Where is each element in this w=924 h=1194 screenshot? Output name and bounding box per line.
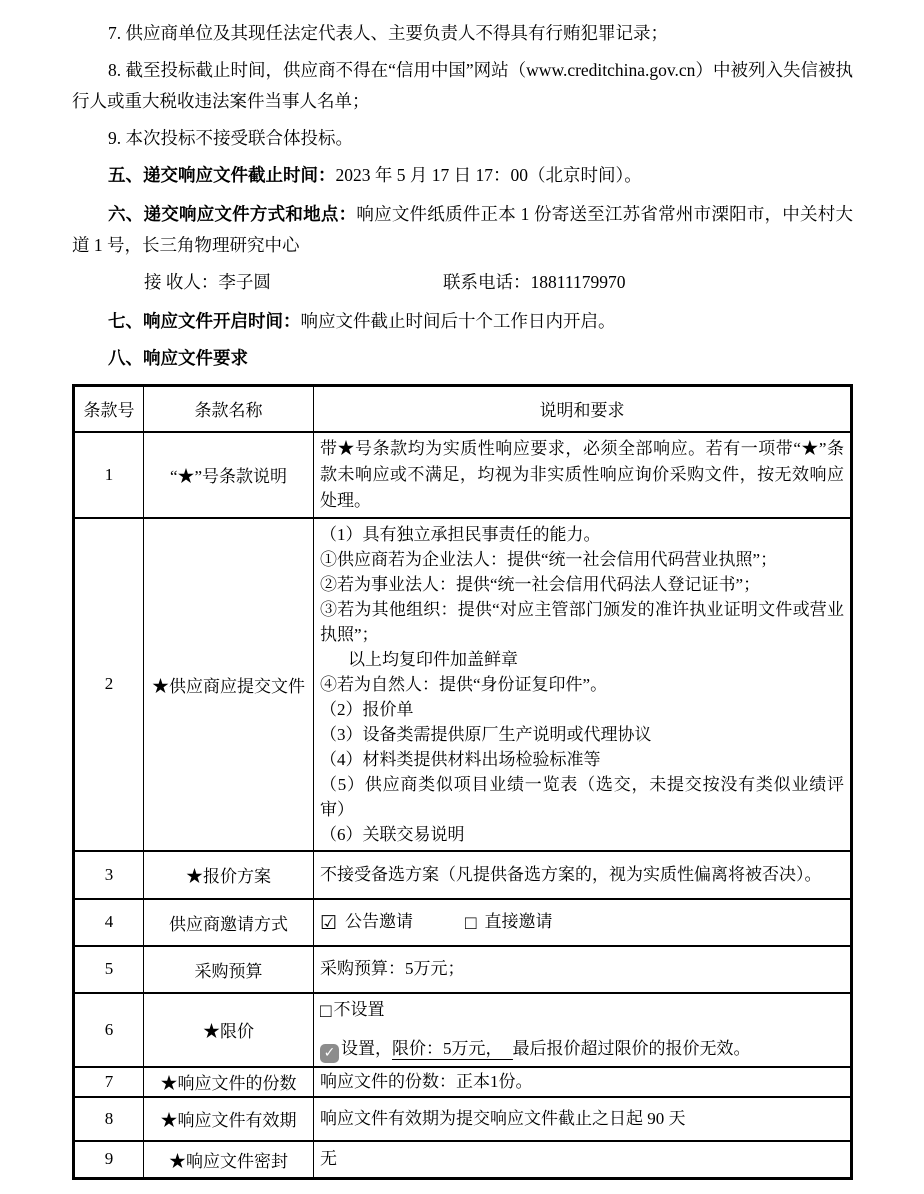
row-9-desc: 无: [314, 1141, 852, 1179]
row-6-name: ★限价: [144, 993, 314, 1067]
table-cell-line: （6）关联交易说明: [320, 824, 465, 844]
table-cell-line: （4）材料类提供材料出场检验标准等: [320, 749, 601, 769]
limit-unset-label: 不设置: [333, 999, 385, 1019]
row-5-name: 采购预算: [144, 946, 314, 993]
table-row-9: [74, 1141, 852, 1179]
header-description: 说明和要求: [314, 386, 852, 432]
header-clause-name: 条款名称: [144, 386, 314, 432]
row-4-no: 4: [74, 899, 144, 946]
table-row-1: [74, 432, 852, 518]
row-7-desc: 响应文件的份数：正本1份。: [314, 1067, 852, 1097]
clause-9: 9. 本次投标不接受联合体投标。: [108, 128, 353, 148]
row-5-desc: 采购预算：5万元；: [314, 946, 852, 993]
table-row-7: [74, 1067, 852, 1097]
row-9-no: 9: [74, 1141, 144, 1179]
row-5-no: 5: [74, 946, 144, 993]
requirements-table: [72, 384, 853, 1180]
contact-phone: 联系电话：18811179970: [443, 272, 626, 292]
row-1-desc: 带★号条款均为实质性响应要求，必须全部响应。若有一项带“★”条款未响应或不满足，均视为非实质性响应询价采购文件，按无效响应处理。: [314, 432, 852, 518]
unchecked-checkbox-icon[interactable]: □: [320, 1000, 332, 1022]
row-2-no: 2: [74, 518, 144, 851]
table-cell-line: ②若为事业法人：提供“统一社会信用代码法人登记证书”；: [320, 574, 761, 594]
section-5-text: 2023 年 5 月 17 日 17：00（北京时间）。: [335, 165, 642, 185]
row-9-name: ★响应文件密封: [144, 1141, 314, 1179]
table-cell-line: ③若为其他组织：提供“对应主管部门颁发的准许执业证明文件或营业执照”；: [320, 599, 844, 644]
section-5-heading: [72, 160, 853, 191]
row-8-no: 8: [74, 1097, 144, 1141]
unchecked-checkbox-icon[interactable]: □: [465, 913, 477, 934]
section-7-heading: [72, 306, 853, 337]
clause-7: 7. 供应商单位及其现任法定代表人、主要负责人不得具有行贿犯罪记录；: [108, 23, 668, 43]
section-7-label: 七、响应文件开启时间：: [108, 311, 301, 331]
section-8-heading: [72, 343, 853, 374]
row-1-no: 1: [74, 432, 144, 518]
row-3-desc: 不接受备选方案（凡提供备选方案的，视为实质性偏离将被否决）。: [314, 851, 852, 899]
table-cell-line: （3）设备类需提供原厂生产说明或代理协议: [320, 724, 652, 744]
row-7-name: ★响应文件的份数: [144, 1067, 314, 1097]
table-cell-line: ④若为自然人：提供“身份证复印件”。: [320, 674, 608, 694]
checked-checkbox-icon[interactable]: ✓: [320, 1044, 339, 1063]
row-1-name: “★”号条款说明: [144, 432, 314, 518]
row-4-desc: [314, 899, 852, 946]
row-7-no: 7: [74, 1067, 144, 1097]
header-clause-no: 条款号: [74, 386, 144, 432]
invite-option-announcement: 公告邀请: [345, 912, 414, 931]
section-6-label: 六、递交响应文件方式和地点：: [108, 204, 357, 224]
table-row-8: [74, 1097, 852, 1141]
contact-receiver: 接 收人：李子圆: [144, 272, 271, 292]
table-row-3: [74, 851, 852, 899]
section-8-label: 八、响应文件要求: [108, 348, 248, 368]
section-7-text: 响应文件截止时间后十个工作日内开启。: [300, 311, 616, 331]
limit-set-prefix: 设置，: [341, 1038, 392, 1058]
contact-line: [72, 267, 853, 298]
table-cell-line: 以上均复印件加盖鲜章: [348, 649, 518, 669]
row-6-no: 6: [74, 993, 144, 1067]
section-6-text: 响应文件纸质件正本 1 份寄送至江苏省常州市溧阳市，中关村大道 1 号，长三角物理研究中心: [72, 204, 854, 255]
section-5-label: 五、递交响应文件截止时间：: [108, 165, 336, 185]
section-6-heading: [72, 199, 853, 261]
table-header-row: [74, 386, 852, 432]
table-row-2: [74, 518, 852, 851]
limit-value-underlined: 限价：5万元，: [392, 1039, 513, 1060]
table-cell-line: ①供应商若为企业法人：提供“统一社会信用代码营业执照”；: [320, 549, 778, 569]
clause-8: 8. 截至投标截止时间，供应商不得在“信用中国”网站（www.creditchina.gov.cn）中被列入失信被执行人或重大税收违法案件当事人名单；: [72, 60, 853, 111]
row-8-desc: 响应文件有效期为提交响应文件截止之日起 90 天: [314, 1097, 852, 1141]
table-cell-line: （1）具有独立承担民事责任的能力。: [320, 524, 601, 544]
checked-checkbox-icon[interactable]: ☑: [320, 913, 338, 934]
row-4-name: 供应商邀请方式: [144, 899, 314, 946]
table-cell-line: （5）供应商类似项目业绩一览表（选交，未提交按没有类似业绩评审）: [320, 774, 844, 819]
table-row-5: [74, 946, 852, 993]
row-3-no: 3: [74, 851, 144, 899]
table-row-4: [74, 899, 852, 946]
row-2-name: ★供应商应提交文件: [144, 518, 314, 851]
limit-set-line: [320, 1036, 844, 1063]
invite-option-direct: 直接邀请: [484, 912, 553, 931]
row-8-name: ★响应文件有效期: [144, 1097, 314, 1141]
limit-set-suffix: 最后报价超过限价的报价无效。: [512, 1038, 751, 1058]
table-row-6: [74, 993, 852, 1067]
row-2-desc: [314, 518, 852, 851]
row-3-name: ★报价方案: [144, 851, 314, 899]
limit-unset-line: [320, 997, 844, 1022]
table-cell-line: （2）报价单: [320, 699, 414, 719]
row-6-desc: [314, 993, 852, 1067]
